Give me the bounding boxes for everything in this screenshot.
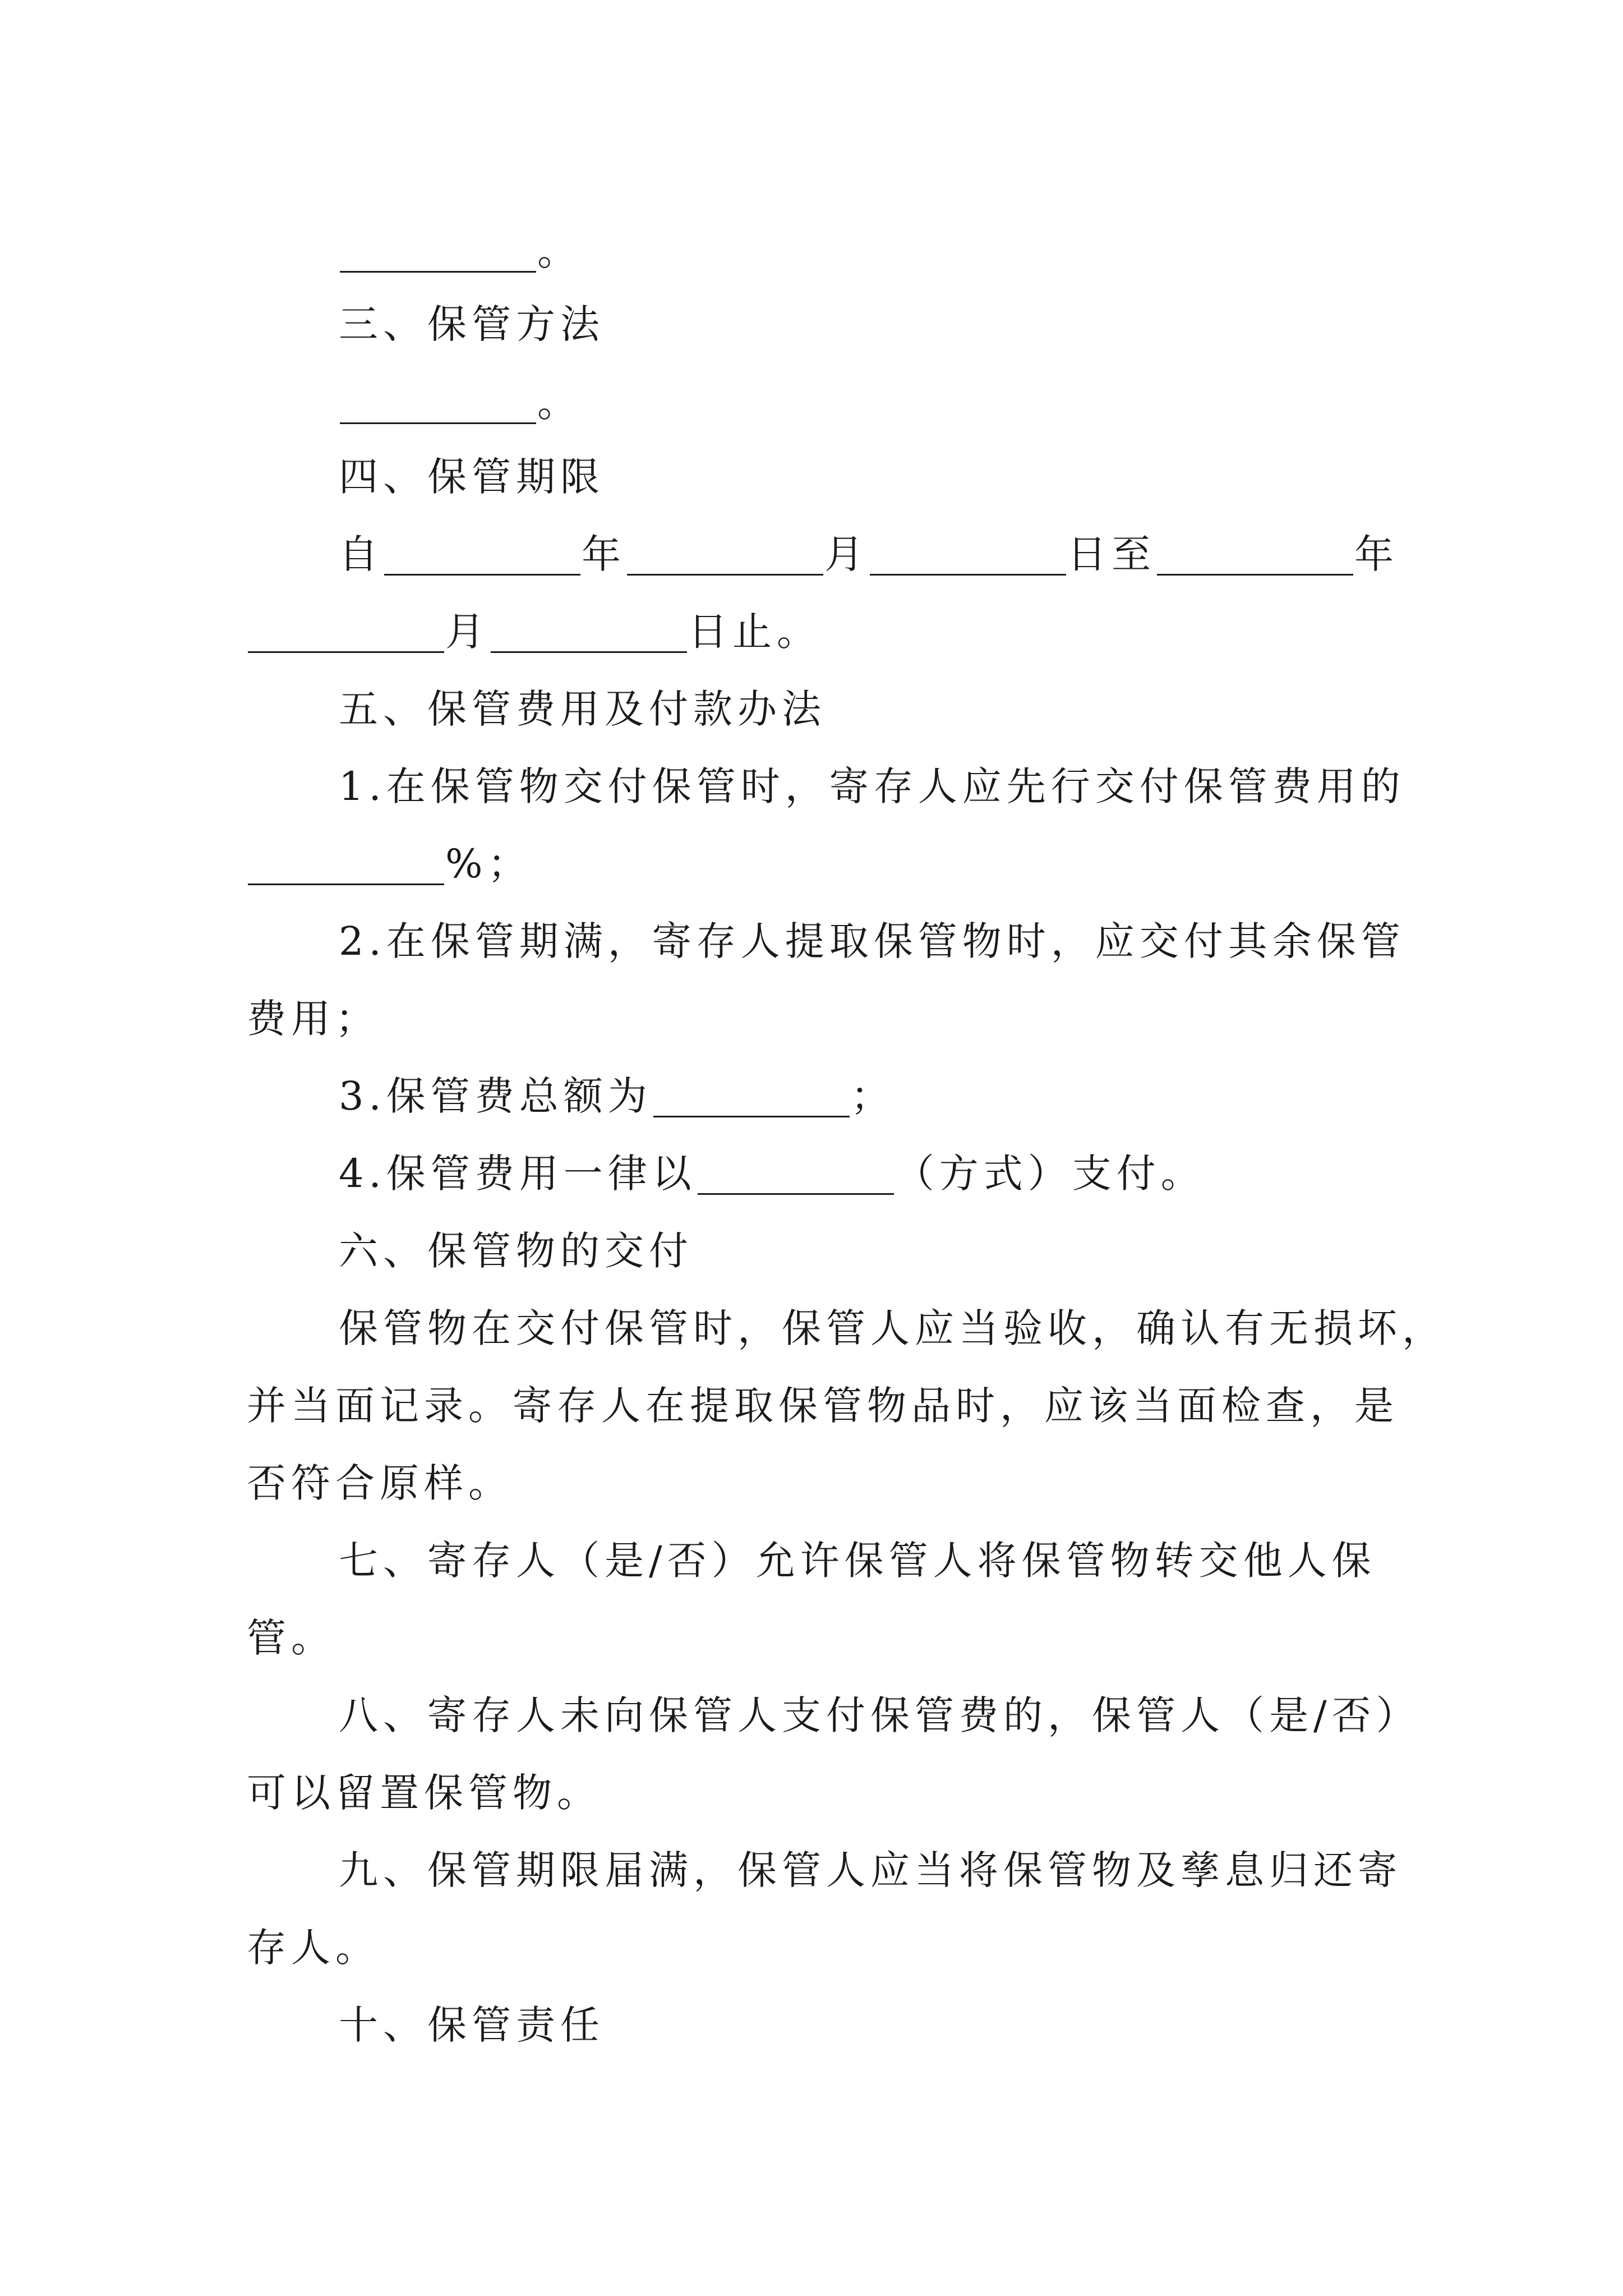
line-text: 年: [1354, 531, 1399, 577]
fill-blank-year[interactable]: [384, 535, 580, 576]
section-9-line-2: 存人。: [247, 1925, 380, 1971]
section-4-title: 四、保管期限: [339, 454, 605, 500]
line-text: 年: [582, 531, 626, 577]
line-text: 4.保管费用一律以: [339, 1151, 697, 1197]
section-7-line-1: 七、寄存人（是/否）允许保管人将保管物转交他人保: [339, 1538, 1376, 1584]
line-text: 自: [339, 531, 383, 577]
line-text: 日止。: [688, 609, 821, 655]
section-9-line-1: 九、保管期限届满，保管人应当将保管物及孳息归还寄: [339, 1847, 1402, 1893]
section-8-line-2: 可以留置保管物。: [247, 1770, 601, 1816]
line-text: 月: [445, 609, 490, 655]
fill-blank-amount[interactable]: [653, 1076, 850, 1117]
section-6-title: 六、保管物的交付: [339, 1228, 693, 1274]
line-text: 。: [537, 228, 582, 274]
section-6-para-line-2: 并当面记录。寄存人在提取保管物品时，应该当面检查，是: [247, 1383, 1399, 1429]
fill-blank-day[interactable]: [870, 535, 1066, 576]
section-5-item-1-cont: [247, 836, 532, 892]
line-text: %；: [445, 841, 532, 887]
section-5-item-4: [339, 1145, 1205, 1202]
fill-blank-year[interactable]: [1157, 535, 1353, 576]
blank-line-2: [339, 375, 582, 431]
section-6-para-line-3: 否符合原样。: [247, 1460, 513, 1506]
fill-blank-month[interactable]: [248, 612, 444, 653]
line-text: （方式）支付。: [895, 1151, 1205, 1197]
fill-blank[interactable]: [340, 383, 536, 424]
line-text: ；: [850, 1073, 895, 1119]
line-text: 日至: [1067, 531, 1156, 577]
line-text: 3.保管费总额为: [339, 1073, 652, 1119]
section-3-title: 三、保管方法: [339, 301, 605, 347]
fill-blank-day[interactable]: [491, 612, 687, 653]
section-7-line-2: 管。: [247, 1615, 335, 1661]
section-5-item-3: [339, 1068, 895, 1124]
section-5-item-2: 2.在保管期满，寄存人提取保管物时，应交付其余保管: [339, 918, 1405, 964]
fill-blank-month[interactable]: [627, 535, 823, 576]
line-text: 月: [824, 531, 869, 577]
section-5-item-2-cont: 费用；: [247, 996, 380, 1042]
section-10-title: 十、保管责任: [339, 2002, 605, 2048]
section-8-line-1: 八、寄存人未向保管人支付保管费的，保管人（是/否）: [339, 1692, 1421, 1738]
line-text: 。: [537, 380, 582, 426]
section-6-para-line-1: 保管物在交付保管时，保管人应当验收，确认有无损坏，: [339, 1305, 1446, 1351]
section-5-title: 五、保管费用及付款办法: [339, 686, 826, 732]
blank-line-1: [339, 223, 582, 279]
fill-blank[interactable]: [340, 232, 536, 273]
section-5-item-1: 1.在保管物交付保管时，寄存人应先行交付保管费用的: [339, 763, 1405, 809]
fill-blank-method[interactable]: [698, 1154, 894, 1195]
period-line-2: [247, 604, 821, 660]
fill-blank-percent[interactable]: [248, 844, 444, 885]
period-line-1: [339, 526, 1399, 582]
